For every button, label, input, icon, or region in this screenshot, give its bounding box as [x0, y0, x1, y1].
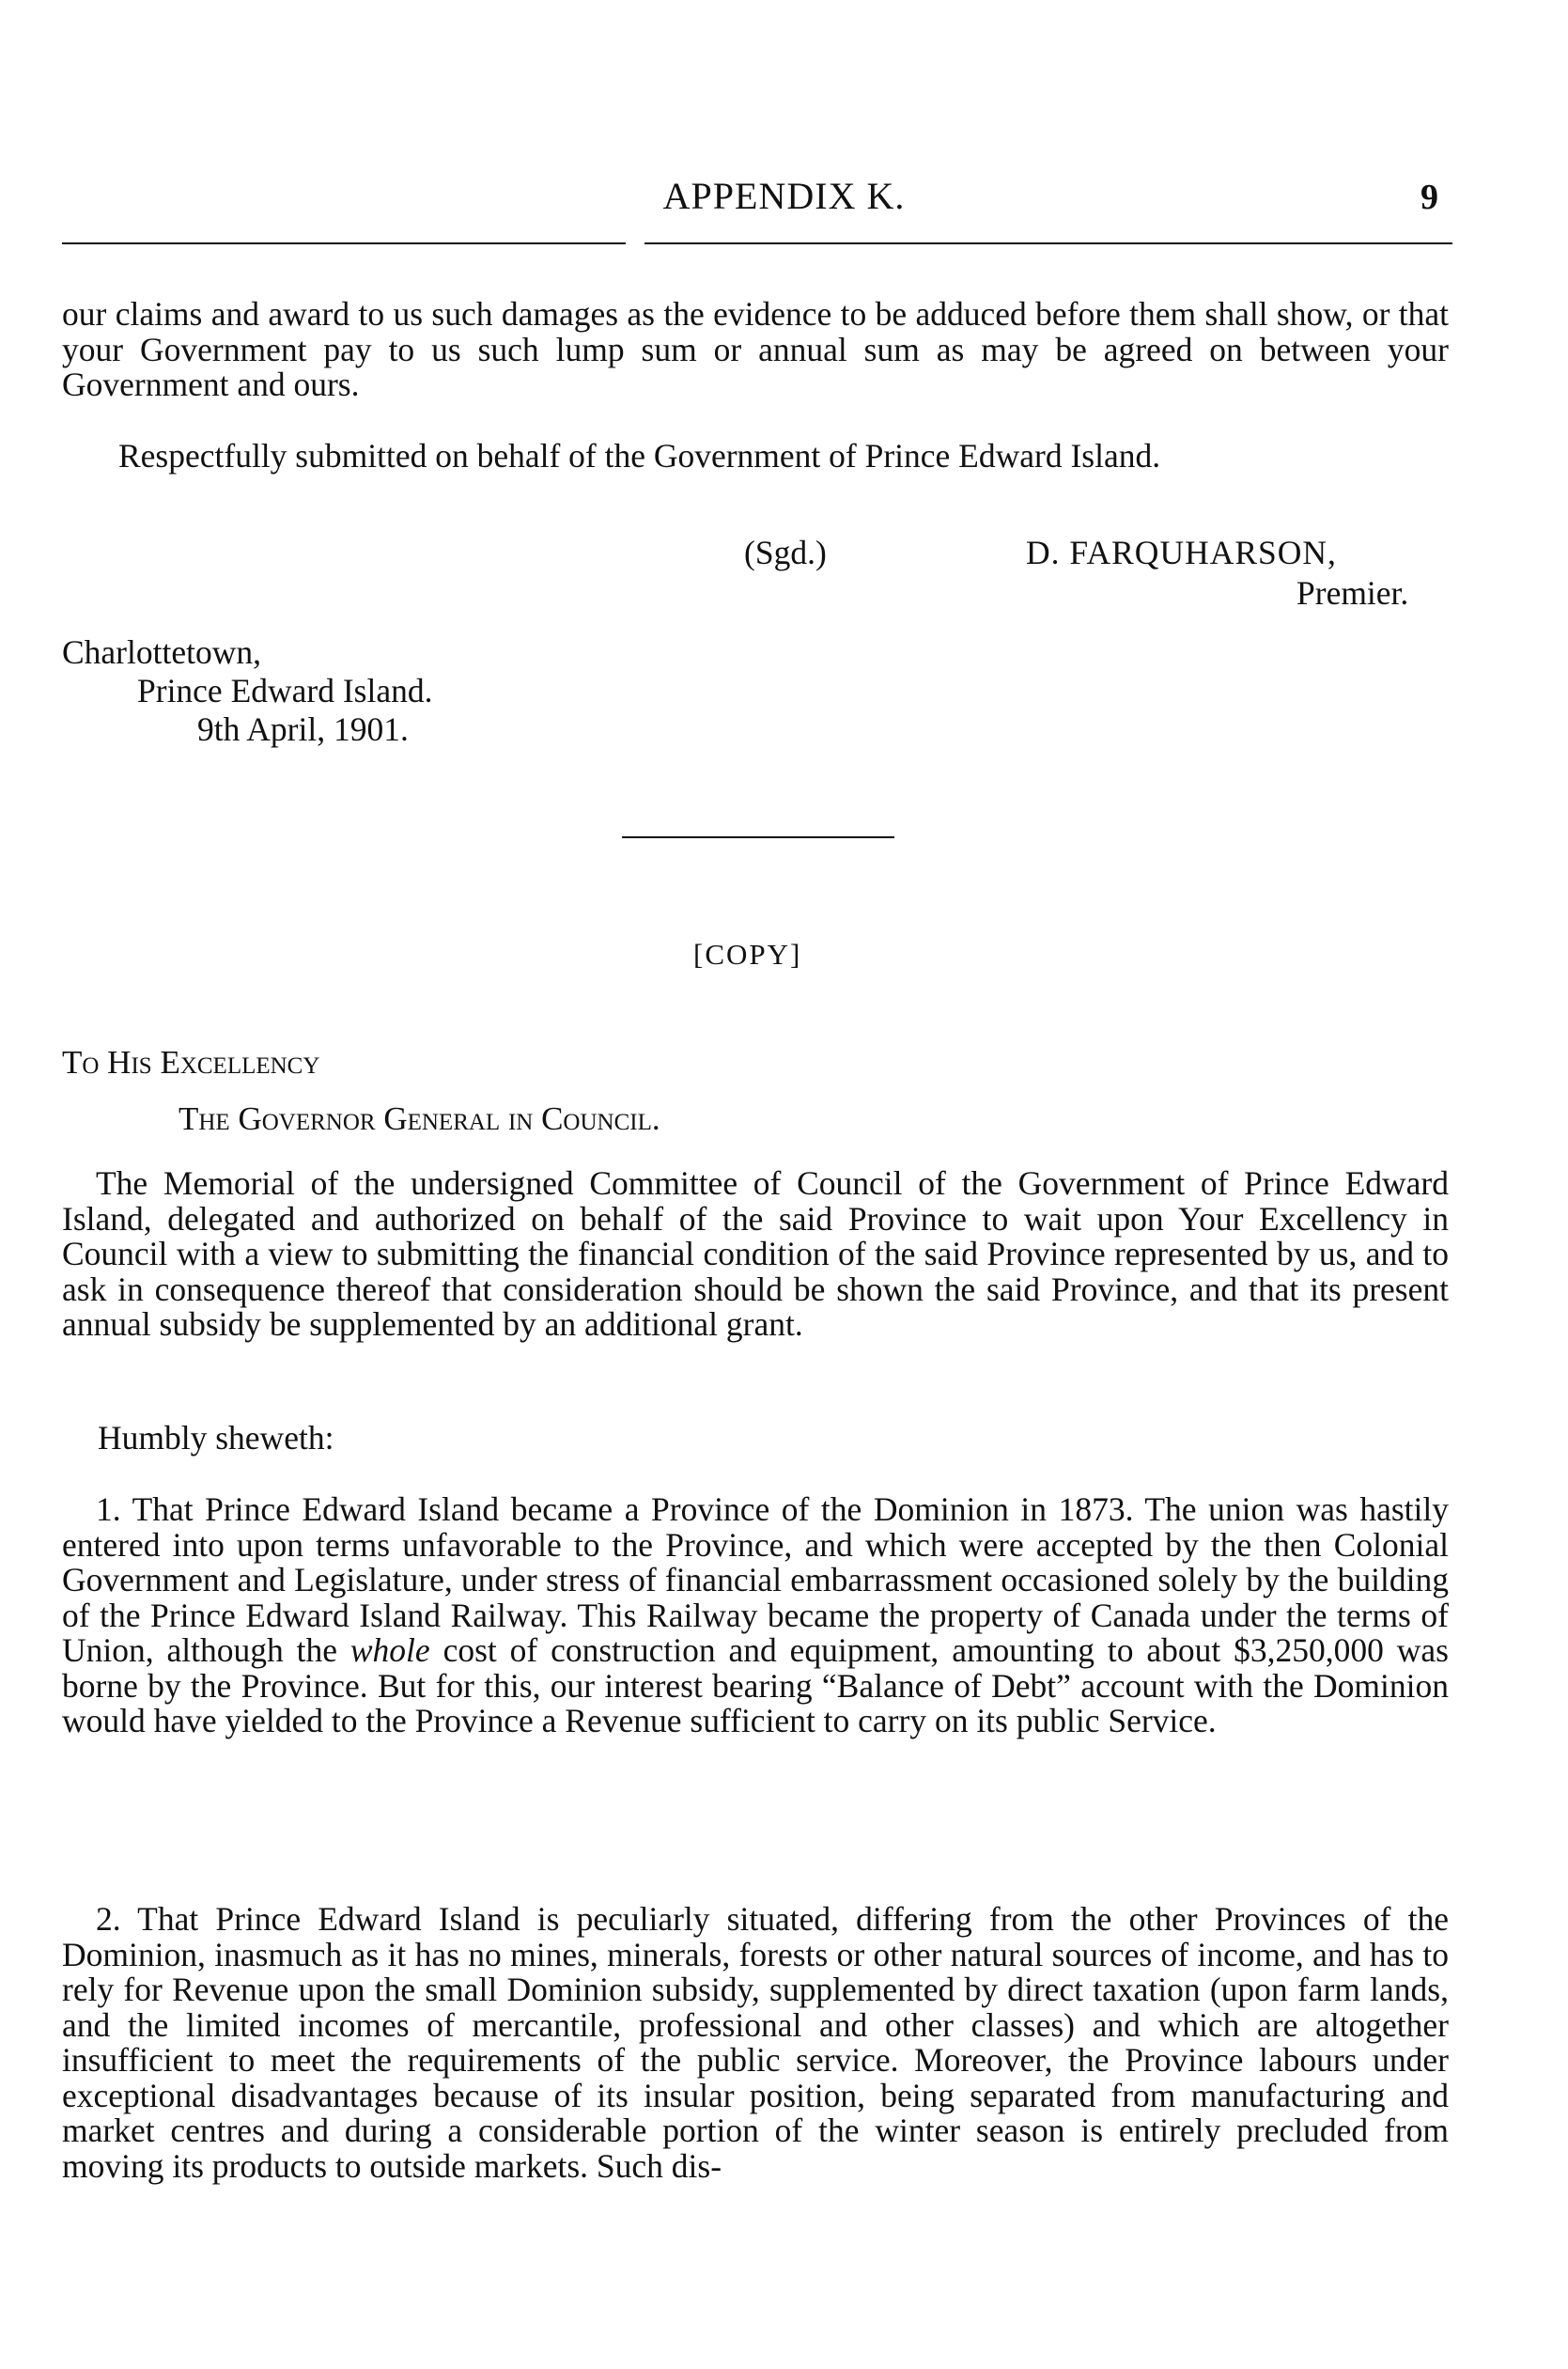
memorial-paragraph	[62, 1166, 1449, 1343]
header-rule-right	[644, 242, 1452, 244]
paragraph-1-emphasis: whole	[349, 1631, 430, 1669]
paragraph-1-number: 1.	[96, 1490, 121, 1528]
paragraph-2	[62, 1902, 1449, 2184]
submission-paragraph	[62, 439, 1449, 475]
paragraph-2-text: That Prince Edward Island is peculiarly situated, differing from the other Provinces of the Dominion, inasmuch as it has no mines, minerals, forests or other natural sources of income, and has to rely for Revenue upon the small Dominion subsidy, supplemented by direct taxation (upon farm lands, and the limited incomes of mercantile, professional and other classes) and which are altogether insufficient to meet the requirements of the public service. Moreover, the Province labours under exceptional disadvantages because of its insular position, being separated from manufacturing and market centres and during a considerable portion of the winter season is entirely precluded from moving its products to outside markets. Such dis-	[62, 1900, 1449, 2185]
paragraph-1-text-b: cost of construction and equipment, amounting to about $3,250,000 was borne by the Province. But for this, our interest bearing “Balance of Debt” account with the Dominion would have yielded to the Province a Revenue sufficient to carry on its public Service.	[62, 1631, 1449, 1739]
memorial-text: The Memorial of the undersigned Committee of Council of the Government of Prince Edward Island, delegated and authorized on behalf of the said Province to wait upon Your Excellency in Council with a view to submitting the financial condition of the said Province represented by us, and to ask in consequence thereof that consideration should be shown the said Province, and that its present annual subsidy be supplemented by an additional grant.	[62, 1164, 1449, 1343]
page-number: 9	[1421, 178, 1438, 217]
header-rule-left	[62, 242, 626, 244]
page-header-title: APPENDIX K.	[662, 175, 906, 217]
place-line-1: Charlottetown,	[62, 633, 261, 671]
address-line-1: To His Excellency	[62, 1044, 320, 1081]
paragraph-1-text-a: That Prince Edward Island became a Province of the Dominion in 1873. The union was hastily entered into upon terms unfavorable to the Province, and which were accepted by the then Colonial Government and Legislature, under stress of financial embarrassment occasioned solely by the building of the Prince Edward Island Railway. This Railway became the property of Canada under the terms of Union, although the	[62, 1490, 1450, 1669]
place-line-2: Prince Edward Island.	[137, 672, 433, 709]
signature-sgd: (Sgd.)	[744, 534, 827, 571]
paragraph-1	[62, 1492, 1449, 1739]
submission-text: Respectfully submitted on behalf of the Government of Prince Edward Island.	[118, 437, 1161, 475]
paragraph-2-number: 2.	[96, 1900, 121, 1938]
signature-name: D. FARQUHARSON,	[1026, 534, 1337, 571]
humbly-sheweth: Humbly sheweth:	[98, 1419, 334, 1457]
address-line-2: The Governor General in Council.	[179, 1100, 660, 1137]
section-divider	[622, 836, 894, 838]
signature-title: Premier.	[1296, 574, 1409, 612]
intro-paragraph: our claims and award to us such damages as the evidence to be adduced before them shall show, or that your Government pay to us such lump sum or annual sum as may be agreed on between your Government and ours.	[62, 295, 1449, 403]
date-line: 9th April, 1901.	[197, 710, 409, 748]
copy-label: [COPY]	[693, 938, 802, 971]
